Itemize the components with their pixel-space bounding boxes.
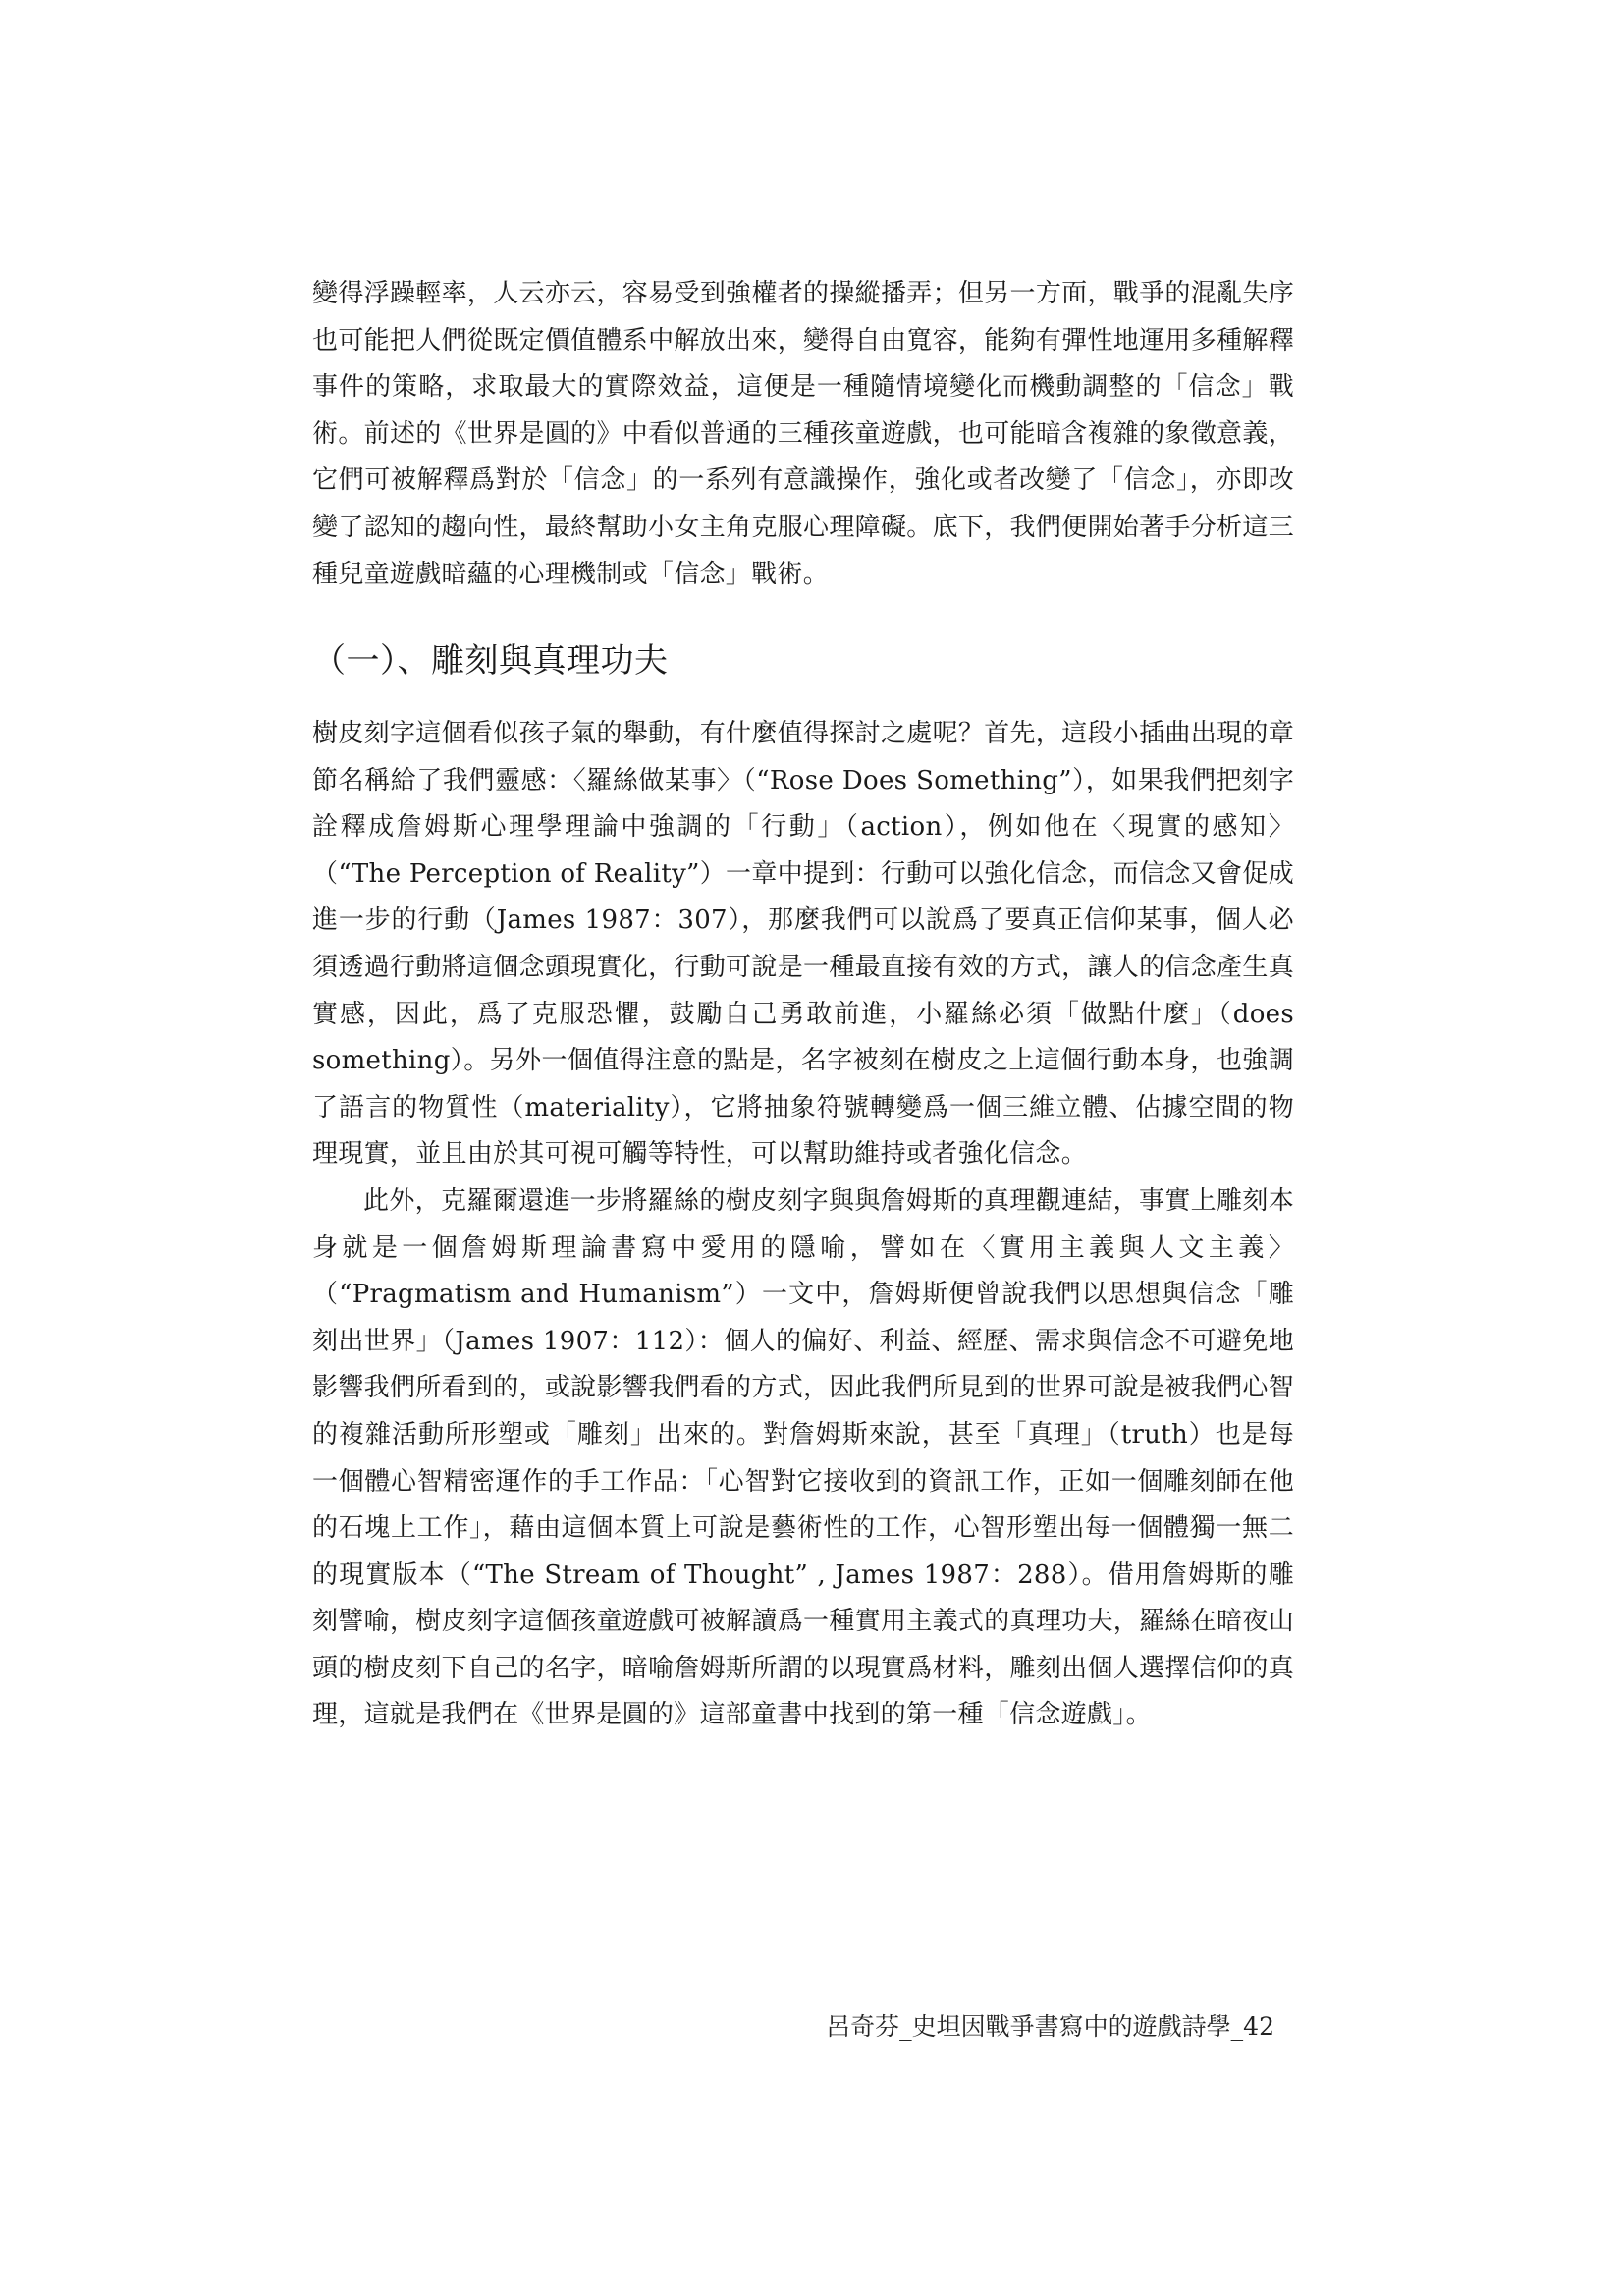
section-heading: （一）、雕刻與真理功夫 [312, 641, 669, 681]
paragraph-text: 此外，克羅爾還進一步將羅絲的樹皮刻字與與詹姆斯的真理觀連結，事實上雕刻本身就是一個詹姆斯理論書寫中愛用的隱喻，譬如在〈實用主義與人文主義〉（“Pragmatism and Humanism”）一文中，詹姆斯便曾說我們以思想與信念「雕刻出世界」（James 1907：112）：個人的偏好、利益、經歷、需求與信念不可避免地影響我們所看到的，或說影響我們看的方式，因此我們所見到的世界可說是被我們心智的複雜活動所形塑或「雕刻」出來的。對詹姆斯來說，甚至「真理」（truth）也是每一個體心智精密運作的手工作品：「心智對它接收到的資訊工作，正如一個雕刻師在他的石塊上工作」，藉由這個本質上可說是藝術性的工作，心智形塑出每一個體獨一無二的現實版本（“The Stream of Thought” , James 1987：288）。借用詹姆斯的雕刻譬喻，樹皮刻字這個孩童遊戲可被解讀爲一種實用主義式的真理功夫，羅絲在暗夜山頭的樹皮刻下自己的名字，暗喻詹姆斯所謂的以現實爲材料，雕刻出個人選擇信仰的真理，這就是我們在《世界是圓的》這部童書中找到的第一種「信念遊戲」。 [312, 1185, 1294, 1730]
intro-paragraph [312, 271, 1294, 598]
running-footer: 呂奇芬_史坦因戰爭書寫中的遊戲詩學_42 [826, 2012, 1274, 2041]
section-body [312, 711, 1294, 1739]
paragraph-text: 樹皮刻字這個看似孩子氣的舉動，有什麼值得探討之處呢？首先，這段小插曲出現的章節名稱給了我們靈感：〈羅絲做某事〉（“Rose Does Something”），如果我們把刻字詮釋成詹姆斯心理學理論中強調的「行動」（action），例如他在〈現實的感知〉（“The Perception of Reality”）一章中提到：行動可以強化信念，而信念又會促成進一步的行動（James 1987：307），那麼我們可以說爲了要真正信仰某事，個人必須透過行動將這個念頭現實化，行動可說是一種最直接有效的方式，讓人的信念產生真實感，因此，爲了克服恐懼，鼓勵自己勇敢前進，小羅絲必須「做點什麼」（does something）。另外一個值得注意的點是，名字被刻在樹皮之上這個行動本身，也強調了語言的物質性（materiality），它將抽象符號轉變爲一個三維立體、佔據空間的物理現實，並且由於其可視可觸等特性，可以幫助維持或者強化信念。 [312, 719, 1294, 1170]
paragraph-text: 變得浮躁輕率，人云亦云，容易受到強權者的操縱播弄；但另一方面，戰爭的混亂失序也可能把人們從既定價值體系中解放出來，變得自由寬容，能夠有彈性地運用多種解釋事件的策略，求取最大的實際效益，這便是一種隨情境變化而機動調整的「信念」戰術。前述的《世界是圓的》中看似普通的三種孩童遊戲，也可能暗含複雜的象徵意義，它們可被解釋爲對於「信念」的一系列有意識操作，強化或者改變了「信念」，亦即改變了認知的趨向性，最終幫助小女主角克服心理障礙。底下，我們便開始著手分析這三種兒童遊戲暗蘊的心理機制或「信念」戰術。 [312, 279, 1294, 589]
